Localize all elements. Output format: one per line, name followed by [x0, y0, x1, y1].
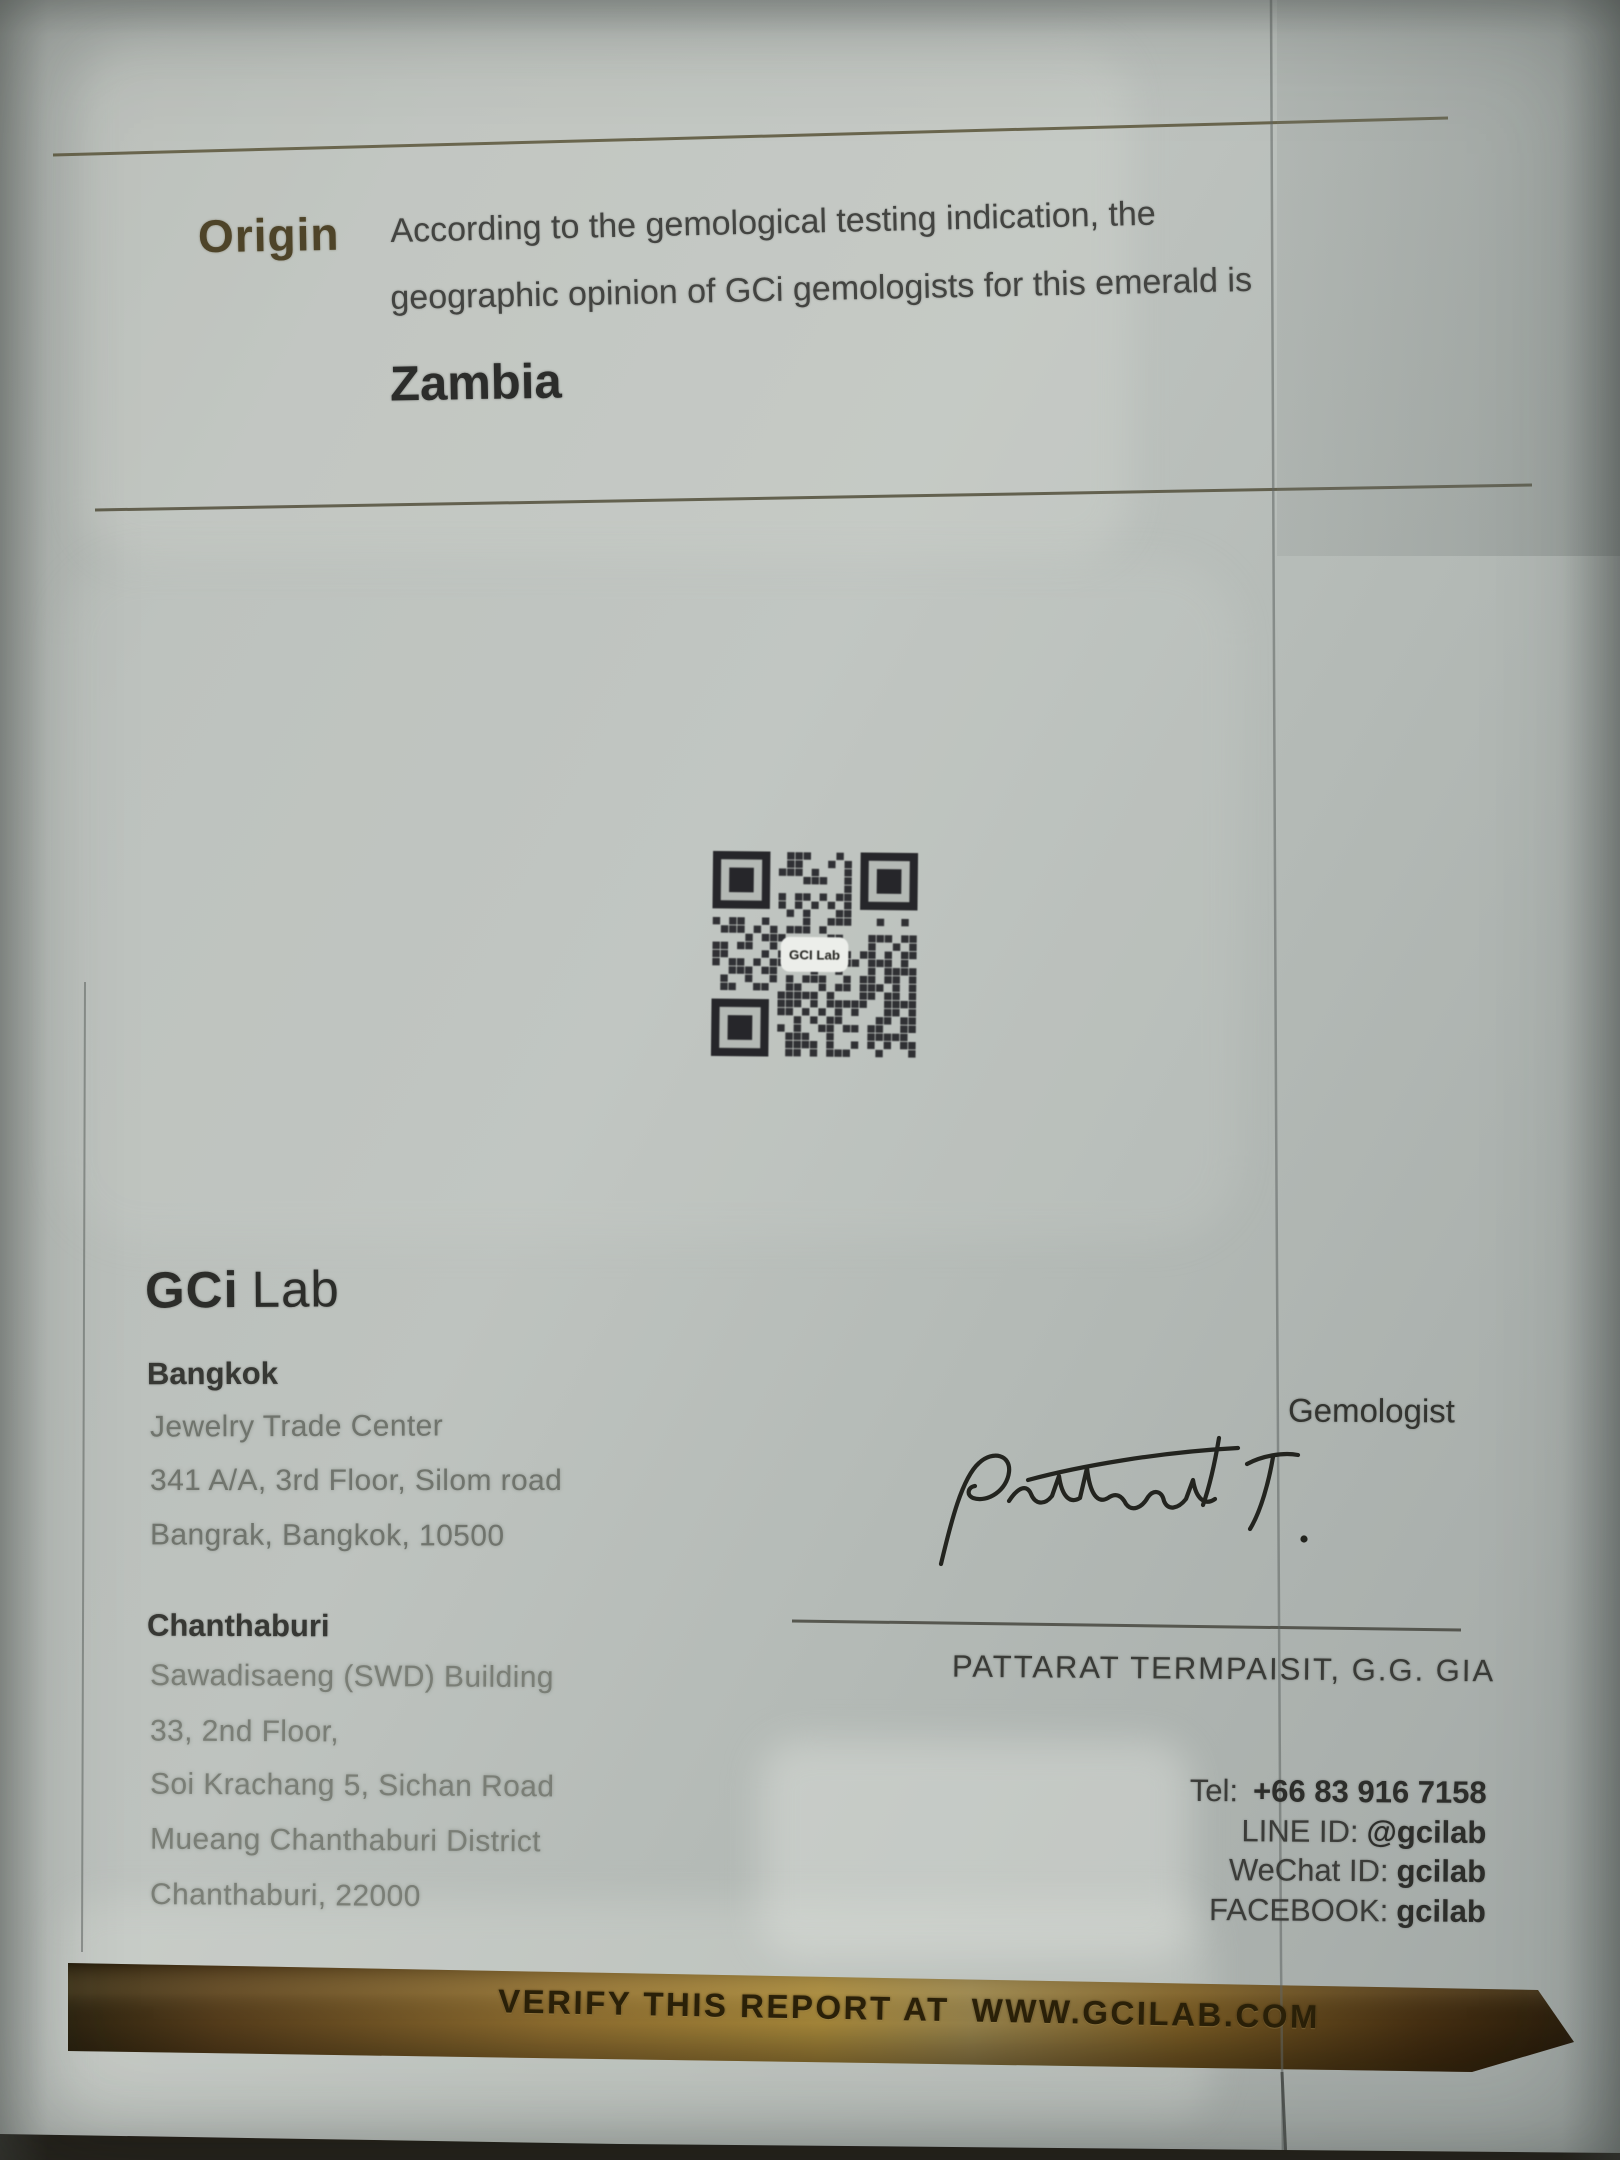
qr-center-patch [780, 937, 848, 973]
contact-block [1189, 1771, 1487, 1931]
origin-description-line1: According to the gemological testing indication, the [390, 194, 1157, 250]
table-edge-shadow [0, 2134, 1620, 2160]
bangkok-address-line2: 341 A/A, 3rd Floor, Silom road [150, 1464, 563, 1497]
contact-facebook-value: gcilab [1396, 1892, 1487, 1929]
verify-banner-prefix: VERIFY THIS REPORT AT [497, 1982, 950, 2029]
bangkok-address-line3: Bangrak, Bangkok, 10500 [149, 1518, 505, 1553]
contact-line [1190, 1810, 1487, 1852]
chanthaburi-address-line3: Soi Krachang 5, Sichan Road [149, 1767, 555, 1804]
bangkok-office-heading: Bangkok [146, 1355, 278, 1392]
chanthaburi-office-heading: Chanthaburi [146, 1607, 330, 1644]
chanthaburi-address-line1: Sawadisaeng (SWD) Building [149, 1658, 555, 1695]
chanthaburi-address-line2: 33, 2nd Floor, [149, 1714, 340, 1749]
left-crease-line [82, 982, 85, 1952]
verify-banner-url: WWW.GCILAB.COM [971, 1991, 1321, 2036]
lab-logo [145, 1259, 340, 1319]
contact-tel-label: Tel: [1189, 1772, 1239, 1809]
origin-value: Zambia [389, 354, 563, 412]
qr-center-label: GCI Lab [788, 947, 841, 963]
gemologist-role-label: Gemologist [1287, 1391, 1456, 1430]
lab-logo-bold: GCi [144, 1261, 239, 1319]
chanthaburi-address-line5: Chanthaburi, 22000 [149, 1878, 421, 1913]
contact-wechat-value: gcilab [1396, 1853, 1487, 1889]
divider-top [53, 118, 1448, 155]
gemologist-signature [895, 1425, 1335, 1585]
divider-middle [95, 485, 1532, 510]
contact-wechat-label: WeChat ID: [1228, 1852, 1389, 1889]
contact-tel-value: +66 83 916 7158 [1253, 1773, 1487, 1810]
gemologist-name: PATTARAT TERMPAISIT, G.G. GIA [951, 1648, 1496, 1689]
chanthaburi-address-line4: Mueang Chanthaburi District [149, 1822, 542, 1859]
qr-code [711, 851, 918, 1058]
signature-divider [792, 1621, 1461, 1630]
contact-tel [1190, 1771, 1487, 1813]
contact-line-value: @gcilab [1366, 1813, 1487, 1850]
bangkok-address-line1: Jewelry Trade Center [149, 1409, 444, 1444]
origin-section-label: Origin [197, 207, 340, 263]
contact-facebook-label: FACEBOOK: [1209, 1891, 1389, 1928]
contact-line-label: LINE ID: [1241, 1812, 1359, 1849]
origin-description-line2: geographic opinion of GCi gemologists for this emerald is [390, 260, 1253, 317]
contact-wechat [1189, 1850, 1486, 1892]
lab-logo-light: Lab [251, 1260, 340, 1318]
contact-facebook [1189, 1889, 1486, 1931]
